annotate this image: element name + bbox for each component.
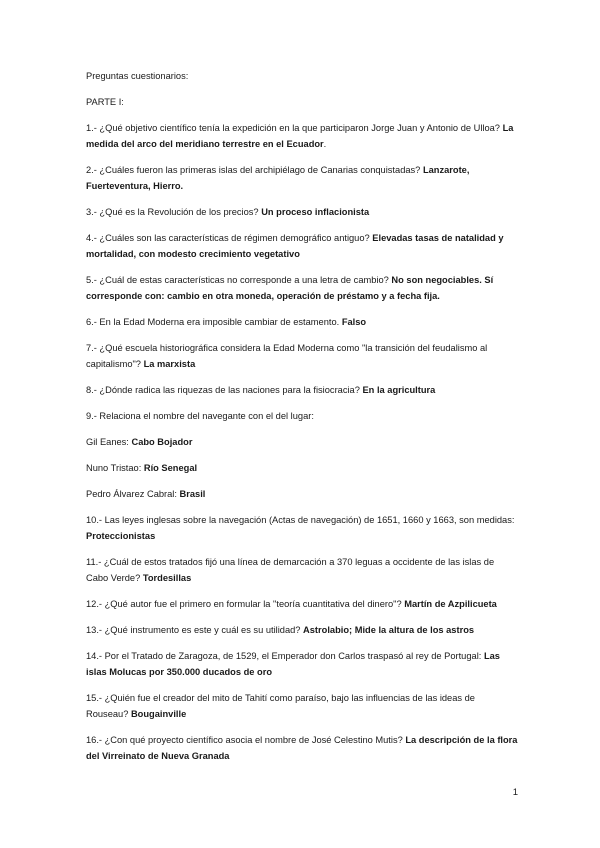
- question-4: [86, 230, 518, 262]
- question-tail: .: [323, 139, 327, 149]
- answer-text: Falso: [341, 317, 367, 327]
- navigator-name: Nuno Tristao:: [86, 463, 144, 473]
- answer-text: En la agricultura: [362, 385, 436, 395]
- answer-text: Brasil: [179, 489, 206, 499]
- question-text: 16.- ¿Con qué proyecto científico asocia el nombre de José Celestino Mutis?: [86, 735, 406, 745]
- answer-text: Río Senegal: [143, 463, 198, 473]
- question-text: 2.- ¿Cuáles fueron las primeras islas del archipiélago de Canarias conquistadas?: [86, 165, 423, 175]
- answer-text: La medida del arco del meridiano terrestre en el Ecuador: [86, 123, 514, 149]
- navigator-name: Pedro Álvarez Cabral:: [86, 489, 180, 499]
- navigator-match-2: [86, 460, 518, 476]
- question-text: 10.- Las leyes inglesas sobre la navegación (Actas de navegación) de 1651, 1660 y 1663, son medidas:: [86, 515, 515, 525]
- question-text: 13.- ¿Qué instrumento es este y cuál es su utilidad?: [86, 625, 304, 635]
- question-9: [86, 408, 518, 424]
- question-8: [86, 382, 518, 398]
- question-text: 15.- ¿Quién fue el creador del mito de Tahití como paraíso, bajo las influencias de las ideas de Rouseau?: [86, 693, 475, 719]
- question-text: 4.- ¿Cuáles son las características de régimen demográfico antiguo?: [86, 233, 373, 243]
- question-text: 5.- ¿Cuál de estas características no corresponde a una letra de cambio?: [86, 275, 392, 285]
- question-text: 12.- ¿Qué autor fue el primero en formular la "teoría cuantitativa del dinero"?: [86, 599, 405, 609]
- answer-text: Martín de Azpilicueta: [404, 599, 497, 609]
- question-text: 7.- ¿Qué escuela historiográfica considera la Edad Moderna como "la transición del feudalismo al capitalismo"?: [86, 343, 488, 369]
- question-12: [86, 596, 518, 612]
- navigator-match-1: [86, 434, 518, 450]
- question-2: [86, 162, 518, 194]
- page-number: 1: [512, 787, 518, 798]
- question-14: [86, 648, 518, 680]
- question-1: [86, 120, 518, 152]
- question-text: 9.- Relaciona el nombre del navegante con el del lugar:: [86, 411, 314, 421]
- question-6: [86, 314, 518, 330]
- question-11: [86, 554, 518, 586]
- question-10: [86, 512, 518, 544]
- answer-text: Bougainville: [130, 709, 187, 719]
- document-heading: Preguntas cuestionarios:: [86, 71, 189, 81]
- answer-text: Un proceso inflacionista: [261, 207, 370, 217]
- question-16: [86, 732, 518, 764]
- answer-text: La marxista: [143, 359, 196, 369]
- document-body: [86, 68, 518, 774]
- navigator-name: Gil Eanes:: [86, 437, 132, 447]
- question-13: [86, 622, 518, 638]
- navigator-match-3: [86, 486, 518, 502]
- question-text: 11.- ¿Cuál de estos tratados fijó una línea de demarcación a 370 leguas a occidente de las islas de Cabo Verde?: [86, 557, 495, 583]
- answer-text: Las islas Molucas por 350.000 ducados de oro: [86, 651, 500, 677]
- question-5: [86, 272, 518, 304]
- answer-text: Astrolabio; Mide la altura de los astros: [303, 625, 475, 635]
- answer-text: La descripción de la flora del Virreinato de Nueva Granada: [86, 735, 518, 761]
- question-15: [86, 690, 518, 722]
- answer-text: Elevadas tasas de natalidad y mortalidad, con modesto crecimiento vegetativo: [86, 233, 504, 259]
- answer-text: Proteccionistas: [86, 531, 156, 541]
- question-7: [86, 340, 518, 372]
- question-3: [86, 204, 518, 220]
- answer-text: Cabo Bojador: [131, 437, 193, 447]
- answer-text: Tordesillas: [142, 573, 192, 583]
- question-text: 6.- En la Edad Moderna era imposible cambiar de estamento.: [86, 317, 342, 327]
- question-text: 3.- ¿Qué es la Revolución de los precios?: [86, 207, 262, 217]
- question-text: 8.- ¿Dónde radica las riquezas de las naciones para la fisiocracia?: [86, 385, 363, 395]
- question-text: 1.- ¿Qué objetivo científico tenía la expedición en la que participaron Jorge Juan y Antonio de Ulloa?: [86, 123, 503, 133]
- answer-text: Lanzarote, Fuerteventura, Hierro.: [86, 165, 470, 191]
- part-heading: PARTE I:: [86, 97, 124, 107]
- question-text: 14.- Por el Tratado de Zaragoza, de 1529, el Emperador don Carlos traspasó al rey de Portugal:: [86, 651, 484, 661]
- answer-text: No son negociables. Sí corresponde con: cambio en otra moneda, operación de préstamo y a fecha fija.: [86, 275, 494, 301]
